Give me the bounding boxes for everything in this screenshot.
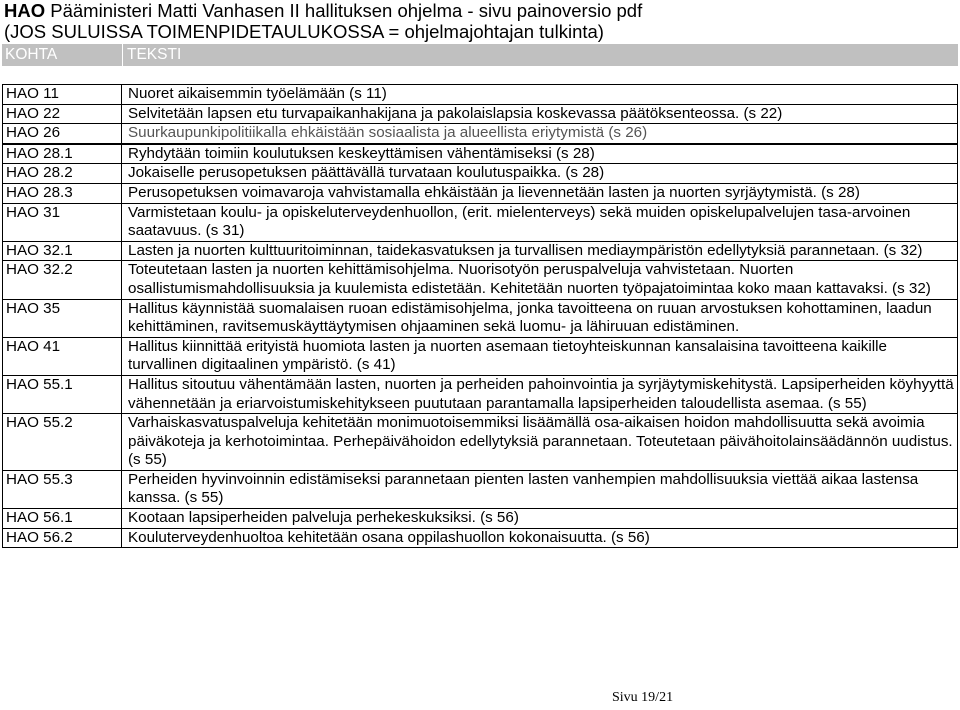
table-row (3, 337, 958, 375)
row-text: Suurkaupunkipolitiikalla ehkäistään sosiaalista ja alueellista eriytymistä (s 26) (122, 124, 958, 144)
table-row (3, 241, 958, 261)
table-row (3, 299, 958, 337)
table-row (3, 509, 958, 529)
row-code: HAO 32.1 (3, 241, 122, 261)
row-text: Selvitetään lapsen etu turvapaikanhakijana ja pakolaislapsia koskevassa päätöksenteossa. (s 22) (122, 104, 958, 124)
row-code: HAO 22 (3, 104, 122, 124)
row-text: Hallitus käynnistää suomalaisen ruoan edistämisohjelma, jonka tavoitteena on ruuan arvostuksen kohottaminen, laadun kehittäminen, ravitsemuskäyttäytymisen ohjaaminen sekä luomu- ja lähiruuan edistäminen. (122, 299, 958, 337)
document-title (4, 0, 956, 42)
row-code: HAO 56.2 (3, 528, 122, 548)
row-text: Nuoret aikaisemmin työelämään (s 11) (122, 85, 958, 105)
row-code: HAO 41 (3, 337, 122, 375)
row-text: Lasten ja nuorten kulttuuritoiminnan, taidekasvatuksen ja turvallisen mediaympäristön edellytyksiä parannetaan. (s 32) (122, 241, 958, 261)
row-text: Ryhdytään toimiin koulutuksen keskeyttämisen vähentämiseksi (s 28) (122, 144, 958, 164)
row-text: Hallitus kiinnittää erityistä huomiota lasten ja nuorten asemaan tietoyhteiskunnan kansalaisina tavoitteena kaikille turvallinen digitaalinen ympäristö. (s 41) (122, 337, 958, 375)
table-row (3, 528, 958, 548)
column-header-kohta: KOHTA (5, 46, 58, 63)
row-code: HAO 56.1 (3, 509, 122, 529)
table-row (3, 203, 958, 241)
table-row (3, 414, 958, 471)
table-row (3, 375, 958, 413)
row-code: HAO 32.2 (3, 261, 122, 299)
row-text: Varhaiskasvatuspalveluja kehitetään monimuotoisemmiksi lisäämällä osa-aikaisen hoidon mahdollisuutta sekä avoimia päiväkoteja ja kerhotoimintaa. Perhepäivähoidon edellytyksiä parannetaan. Toteutetaan päivähoitolainsäädännön uudistus. (s 55) (122, 414, 958, 471)
row-code: HAO 28.3 (3, 183, 122, 203)
row-code: HAO 55.2 (3, 414, 122, 471)
row-text: Jokaiselle perusopetuksen päättävällä turvataan koulutuspaikka. (s 28) (122, 164, 958, 184)
row-text: Kootaan lapsiperheiden palveluja perhekeskuksiksi. (s 56) (122, 509, 958, 529)
title-prefix: HAO (4, 0, 46, 21)
row-text: Kouluterveydenhuoltoa kehitetään osana oppilashuollon kokonaisuutta. (s 56) (122, 528, 958, 548)
row-text: Perheiden hyvinvoinnin edistämiseksi parannetaan pienten lasten vanhempien mahdollisuuksia viettää aikaa lastensa kanssa. (s 55) (122, 470, 958, 508)
column-header-teksti: TEKSTI (127, 46, 182, 63)
title-line-1 (4, 0, 956, 21)
header-divider (122, 44, 123, 66)
row-text: Perusopetuksen voimavaroja vahvistamalla ehkäistään ja lievennetään lasten ja nuorten syrjäytymistä. (s 28) (122, 183, 958, 203)
row-code: HAO 55.1 (3, 375, 122, 413)
table-row (3, 104, 958, 124)
page-number: Sivu 19/21 (612, 690, 674, 705)
table-row (3, 124, 958, 144)
table-row (3, 261, 958, 299)
title-line-2: (JOS SULUISSA TOIMENPIDETAULUKOSSA = ohjelmajohtajan tulkinta) (4, 21, 604, 42)
program-table (2, 84, 958, 548)
row-code: HAO 55.3 (3, 470, 122, 508)
row-code: HAO 31 (3, 203, 122, 241)
table-row (3, 85, 958, 105)
table-row (3, 470, 958, 508)
row-code: HAO 28.1 (3, 144, 122, 164)
row-code: HAO 35 (3, 299, 122, 337)
table-row (3, 183, 958, 203)
row-text: Varmistetaan koulu- ja opiskeluterveydenhuollon, (erit. mielenterveys) sekä muiden opiskelupalvelujen tasa-arvoinen saatavuus. (s 31) (122, 203, 958, 241)
table-header (2, 44, 958, 66)
table-row (3, 164, 958, 184)
title-main: Pääministeri Matti Vanhasen II hallituksen ohjelma - sivu painoversio pdf (45, 0, 643, 21)
row-code: HAO 28.2 (3, 164, 122, 184)
row-code: HAO 11 (3, 85, 122, 105)
row-code: HAO 26 (3, 124, 122, 144)
row-text: Hallitus sitoutuu vähentämään lasten, nuorten ja perheiden pahoinvointia ja syrjäytymiskehitystä. Lapsiperheiden köyhyyttä vähennetään ja eriarvoistumiskehitykseen puututaan parantamalla lapsiperheiden taloudellista asemaa. (s 55) (122, 375, 958, 413)
table-row (3, 144, 958, 164)
row-text: Toteutetaan lasten ja nuorten kehittämisohjelma. Nuorisotyön peruspalveluja vahvistetaan. Nuorten osallistumismahdollisuuksia ja kuulemista edistetään. Kehitetään nuorten työpajatoimintaa koko maan kattavaksi. (s 32) (122, 261, 958, 299)
